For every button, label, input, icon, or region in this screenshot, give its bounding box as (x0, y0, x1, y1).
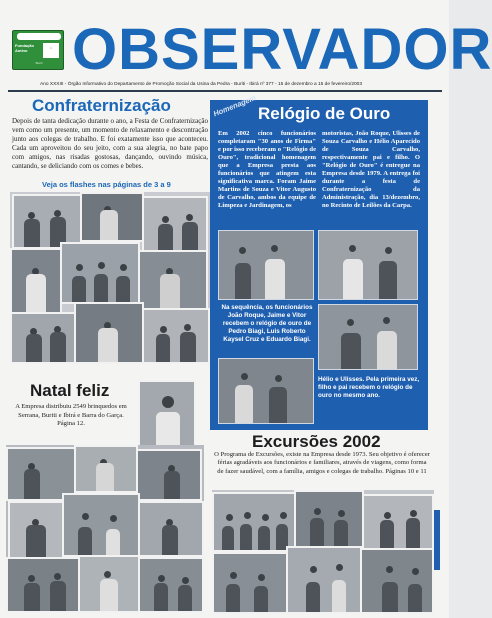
natal-photo-collage (6, 445, 204, 613)
homenagem-tag: Homenagem (212, 93, 258, 119)
party-photo (138, 250, 208, 310)
natal-photo (78, 555, 140, 613)
natal-photo (8, 501, 64, 559)
issue-info-line: Ano XXXIII - Órgão Informativo do Departamento de Promoção Social da Usina da Pedra - Buriti - Ibirá nº 377 - 15 de dezembro a 15 de fevereiro/2003 (40, 82, 362, 87)
party-photo (142, 196, 208, 252)
edge-color-strip (434, 510, 440, 570)
see-flashes-link[interactable]: Veja os flashes nas páginas de 3 a 9 (42, 180, 171, 189)
party-photo (60, 242, 140, 304)
confraternizacao-photo-collage (10, 192, 210, 364)
relogio-headline: Relógio de Ouro (258, 104, 391, 123)
relogio-body-col1: Em 2002 cinco funcionários completaram "30 anos de Firma" e por isso receberam o "Relógio de Ouro", tradicional homenagem que a Empresa presta aos funcionários que atingem esta significativa marca. Foram Jaime Martins de Souza e Vitor Augusto de Carvalho, ambos da equipe de Limpeza e Jardinagem, os (218, 130, 316, 209)
excursion-photo (360, 548, 434, 614)
excursoes-body: O Programa de Excursões, existe na Empresa desde 1973. Seu objetivo é oferecer férias agradáveis aos funcionários e familiares, através de viagens, como forma de fazer saudável, com a família, amigos e colegas de trabalho. Páginas 10 e 11 (214, 451, 430, 475)
natal-photo (138, 501, 204, 557)
header-rule (8, 90, 442, 92)
excursoes-headline: Excursões 2002 (252, 432, 381, 451)
excursion-photo (212, 492, 296, 552)
award-photo (218, 230, 314, 300)
natal-body: A Empresa distribuiu 2549 brinquedos em Serrana, Buriti e Ibirá e Barra do Garça. Página 12. (15, 403, 127, 427)
excursoes-photo-collage (212, 490, 434, 614)
relogio-body-col2: motoristas, João Roque, Ulisses de Souza Carvalho e Hélio Aparecido de Souza Carvalho, respectivamente pai e filho. O "Relógio de Ouro" é entregue na Empresa desde 1979. A entrega foi durante a festa de Confraternização da Administração, dia 13/dezembro, no Recinto de Leilões da Carpa. (322, 130, 420, 209)
confraternizacao-body: Depois de tanta dedicação durante o ano, a Festa de Confraternização vem como um presente, um momento de relaxamento e descontração junto aos colegas de trabalho. E foi exatamente isso que aconteceu. Cada um aproveitou do seu jeito, com a sua alegria, no bate papo com amigos, nas risadas gostosas, dançando, ouvindo música, cantando, se deliciando com os comes e bebes. (12, 117, 208, 170)
confraternizacao-headline: Confraternização (32, 96, 171, 115)
logo-banner (17, 33, 61, 40)
excursion-photo (212, 552, 288, 614)
excursion-photo (294, 490, 364, 548)
natal-photo (62, 493, 140, 557)
natal-headline: Natal feliz (30, 381, 110, 400)
natal-photo (6, 557, 80, 613)
party-photo (80, 192, 144, 242)
party-photo (10, 312, 76, 364)
award-photo (218, 358, 314, 424)
masthead-title: OBSERVADOR (72, 17, 492, 82)
party-photo (142, 308, 210, 364)
excursion-photo (362, 494, 434, 550)
natal-photo (136, 449, 202, 501)
party-photo (12, 194, 82, 249)
relogio-de-ouro-box (210, 93, 428, 430)
party-photo (10, 248, 62, 314)
award-caption-2: Hélio e Ulisses. Pela primeira vez, filho e pai recebem o relógio de ouro no mesmo ano. (318, 376, 420, 399)
natal-photo (138, 557, 204, 613)
excursion-photo (286, 546, 362, 614)
fundacao-logo (12, 30, 64, 70)
logo-subtext: Buriti (35, 61, 43, 65)
natal-photo (74, 445, 138, 493)
logo-text: Fundação Amino (15, 43, 34, 53)
logo-seal-icon: □ (43, 43, 59, 58)
award-caption-1: Na sequência, os funcionários João Roque, Jaime e Vitor recebem o relógio de ouro de Pedro Biagi, Luis Roberto Kaysel Cruz e Eduardo Biagi. (221, 304, 313, 343)
award-photo (318, 304, 418, 370)
award-photo (318, 230, 418, 300)
party-photo (74, 302, 144, 364)
